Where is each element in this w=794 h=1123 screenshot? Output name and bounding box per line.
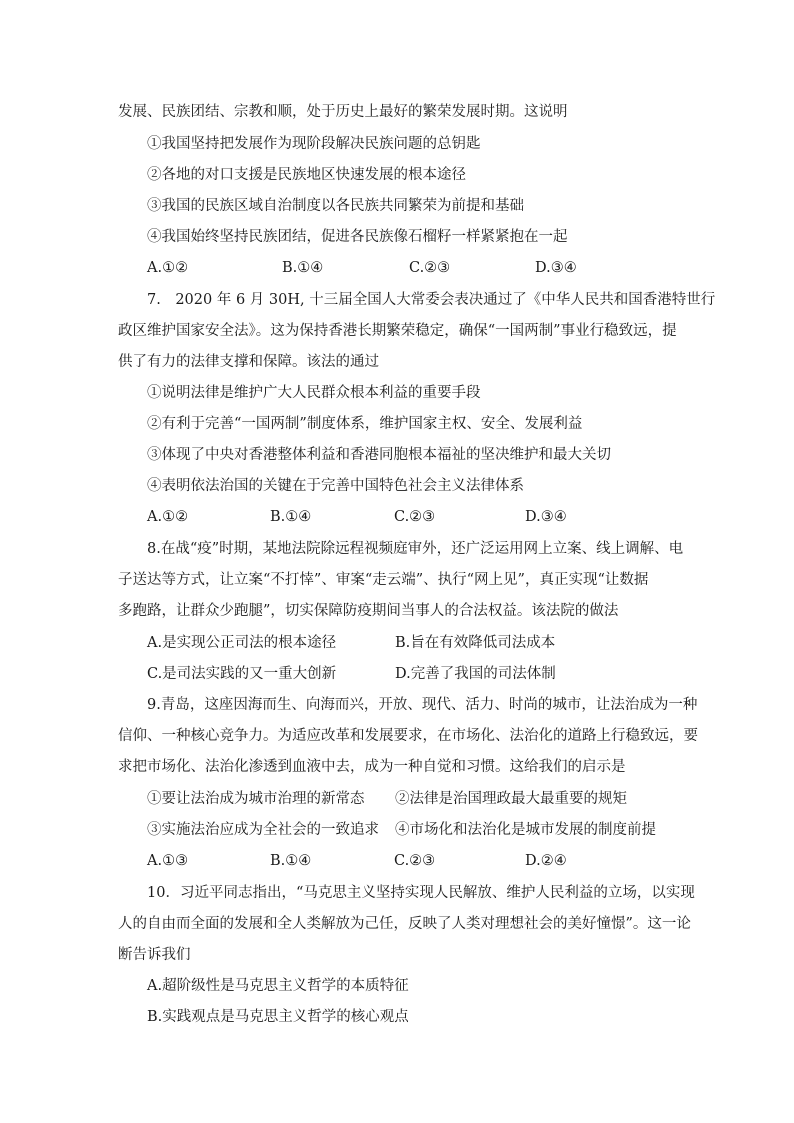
q7-option-b: B.①④: [270, 509, 312, 525]
q8-stem-line-3: 多跑路，让群众少跑腿”，切实保障防疫期间当事人的合法权益。该法院的做法: [118, 603, 619, 619]
q6-option-d: D.③④: [535, 260, 577, 276]
q8-stem-line-1: 8.在战“疫”时期，某地法院除远程视频庭审外，还广泛运用网上立案、线上调解、电: [147, 541, 684, 557]
q7-statement-1: ①说明法律是维护广大人民群众根本利益的重要手段: [147, 385, 481, 401]
q8-option-d: D.完善了我国的司法体制: [395, 666, 556, 682]
q9-statement-2: ②法律是治国理政最大最重要的规矩: [395, 791, 627, 807]
q7-option-c: C.②③: [394, 509, 436, 525]
q6-statement-3: ③我国的民族区域自治制度以各民族共同繁荣为前提和基础: [147, 198, 524, 214]
q10-stem-line-2: 人的自由而全面的发展和全人类解放为己任，反映了人类对理想社会的美好憧憬”。这一论: [118, 916, 691, 932]
q9-stem-line-1: 9.青岛，这座因海而生、向海而兴，开放、现代、活力、时尚的城市，让法治成为一种: [147, 697, 698, 713]
q6-statement-4: ④我国始终坚持民族团结，促进各民族像石榴籽一样紧紧抱在一起: [147, 229, 568, 245]
q6-statement-1: ①我国坚持把发展作为现阶段解决民族问题的总钥匙: [147, 136, 481, 152]
q10-option-b: B.实践观点是马克思主义哲学的核心观点: [147, 1009, 409, 1025]
q6-option-a: A.①②: [147, 260, 189, 276]
q7-option-d: D.③④: [525, 509, 567, 525]
q10-option-a: A.超阶级性是马克思主义哲学的本质特征: [147, 978, 409, 994]
q10-stem-line-1: 10．习近平同志指出，“马克思主义坚持实现人民解放、维护人民利益的立场，以实现: [147, 885, 695, 901]
q8-stem-line-2: 子送达等方式，让立案“不打悻”、审案“走云端”、执行“网上见”，真正实现“让数据: [118, 572, 649, 588]
q7-stem-line-1: 7. 2020 年 6 月 30H, 十三届全国人大常委会表决通过了《中华人民共和国香港特世行: [147, 292, 716, 308]
q8-option-b: B.旨在有效降低司法成本: [395, 635, 556, 651]
q7-stem-line-3: 供了有力的法律支撑和保障。该法的通过: [118, 354, 379, 370]
q7-stem-line-2: 政区维护国家安全法》。这为保持香港长期繁荣稳定，确保“一国两制”事业行稳致远，提: [118, 323, 677, 339]
q10-stem-line-3: 断告诉我们: [118, 947, 191, 963]
q9-statement-1: ①要让法治成为城市治理的新常态: [147, 791, 365, 807]
q9-stem-line-2: 信仰、一种核心竞争力。为适应改革和发展要求，在市场化、法治化的道路上行稳致远，要: [118, 728, 698, 744]
q9-option-c: C.②③: [394, 853, 436, 869]
q6-option-b: B.①④: [282, 260, 324, 276]
q6-stem-tail: 发展、民族团结、宗教和顺，处于历史上最好的繁荣发展时期。这说明: [118, 104, 568, 120]
q7-statement-2: ②有利于完善“一国两制”制度体系，维护国家主权、安全、发展利益: [147, 416, 583, 432]
q9-statement-4: ④市场化和法治化是城市发展的制度前提: [395, 822, 656, 838]
q9-stem-line-3: 求把市场化、法治化渗透到血液中去，成为一种自觉和习惯。这给我们的启示是: [118, 759, 626, 775]
q7-option-a: A.①②: [147, 509, 189, 525]
q9-option-d: D.②④: [525, 853, 567, 869]
q6-statement-2: ②各地的对口支援是民族地区快速发展的根本途径: [147, 167, 466, 183]
q7-statement-4: ④表明依法治国的关键在于完善中国特色社会主义法律体系: [147, 478, 524, 494]
q8-option-c: C.是司法实践的又一重大创新: [147, 666, 337, 682]
q9-option-b: B.①④: [270, 853, 312, 869]
q7-statement-3: ③体现了中央对香港整体利益和香港同胞根本福祉的坚决维护和最大关切: [147, 447, 611, 463]
q9-option-a: A.①③: [147, 853, 189, 869]
q9-statement-3: ③实施法治应成为全社会的一致追求: [147, 822, 379, 838]
q8-option-a: A.是实现公正司法的根本途径: [147, 635, 337, 651]
q6-option-c: C.②③: [409, 260, 451, 276]
